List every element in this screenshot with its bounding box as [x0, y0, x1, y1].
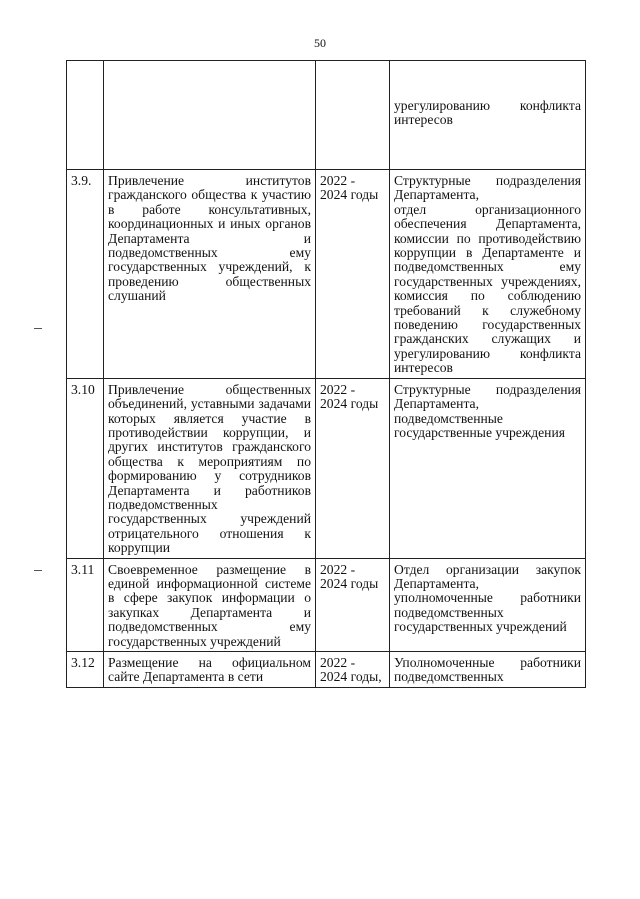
item-number: 3.11	[67, 558, 104, 651]
item-number	[67, 61, 104, 170]
term-cell: 2022 - 2024 годы,	[316, 652, 390, 688]
activity-cell: Своевременное размещение в единой информационной системе в сфере закупок информации о закупках Департамента и подведомственных ему государственных учреждений	[104, 558, 316, 651]
activity-cell: Размещение на официальном сайте Департамента в сети	[104, 652, 316, 688]
responsible-cell: Отдел организации закупок Департамента, уполномоченные работники подведомственных государственных учреждений	[390, 558, 586, 651]
term-cell	[316, 61, 390, 170]
responsible-cell: Структурные подразделения Департамента, подведомственные государственные учреждения	[390, 378, 586, 558]
term-cell: 2022 - 2024 годы	[316, 378, 390, 558]
activity-cell: Привлечение институтов гражданского общества к участию в работе консультативных, координационных и иных органов Департамента и подведомственных ему государственных учреждений, к проведению общественных слушаний	[104, 170, 316, 379]
activity-cell	[104, 61, 316, 170]
activity-cell: Привлечение общественных объединений, уставными задачами которых является участие в противодействии коррупции, и других институтов гражданского общества к мероприятиям по формированию у сотрудников Департамента и работников подведомственных государственных учреждений отрицательного отношения к коррупции	[104, 378, 316, 558]
item-number: 3.9.	[67, 170, 104, 379]
table-row	[67, 170, 586, 379]
responsible-cell: Структурные подразделения Департамента, отдел организационного обеспечения Департамента, комиссии по противодействию коррупции в Департаменте и подведомственных ему государственных учреждениях, комиссия по соблюдению требований к служебному поведению государственных гражданских служащих и урегулированию конфликта интересов	[390, 170, 586, 379]
page-number: 50	[314, 36, 326, 50]
table-row	[67, 61, 586, 170]
item-number: 3.10	[67, 378, 104, 558]
action-plan-table	[66, 60, 586, 688]
margin-mark	[34, 328, 42, 329]
responsible-cell: Уполномоченные работники подведомственных	[390, 652, 586, 688]
responsible-cell: урегулированию конфликта интересов	[390, 61, 586, 170]
table-row	[67, 378, 586, 558]
table-row	[67, 558, 586, 651]
item-number: 3.12	[67, 652, 104, 688]
term-cell: 2022 - 2024 годы	[316, 558, 390, 651]
margin-mark	[34, 570, 42, 571]
table-row	[67, 652, 586, 688]
term-cell: 2022 - 2024 годы	[316, 170, 390, 379]
